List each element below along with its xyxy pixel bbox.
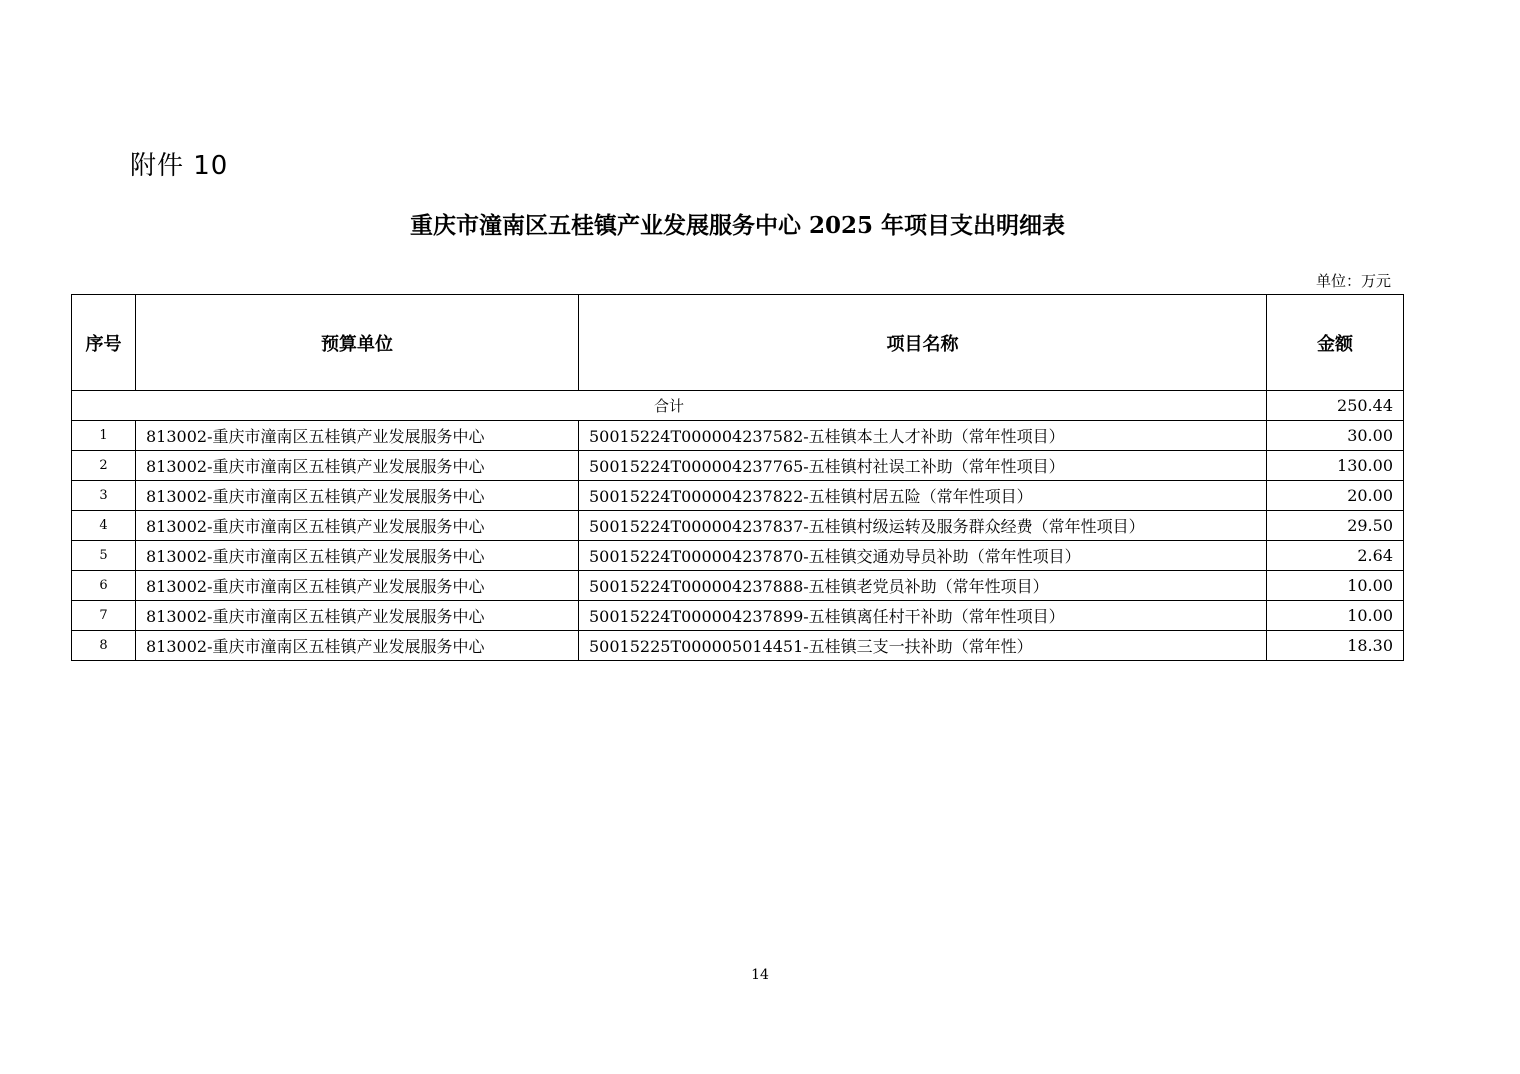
row-budget-unit: 813002-重庆市潼南区五桂镇产业发展服务中心: [136, 571, 579, 601]
unit-label: 单位：万元: [1315, 272, 1391, 290]
total-label: 合计: [72, 391, 1267, 421]
table-row: [72, 481, 1404, 511]
row-budget-unit: 813002-重庆市潼南区五桂镇产业发展服务中心: [136, 631, 579, 661]
row-index: 4: [72, 511, 136, 541]
row-project-name: 50015224T000004237822-五桂镇村居五险（常年性项目）: [579, 481, 1267, 511]
row-index: 5: [72, 541, 136, 571]
page-title: 重庆市潼南区五桂镇产业发展服务中心 2025 年项目支出明细表: [409, 212, 1066, 239]
header-budget-unit: 预算单位: [136, 295, 579, 391]
row-project-name: 50015224T000004237765-五桂镇村社误工补助（常年性项目）: [579, 451, 1267, 481]
row-index: 2: [72, 451, 136, 481]
table-row: [72, 631, 1404, 661]
table-row: [72, 541, 1404, 571]
total-amount: 250.44: [1267, 391, 1404, 421]
row-budget-unit: 813002-重庆市潼南区五桂镇产业发展服务中心: [136, 481, 579, 511]
attachment-label: 附件 10: [130, 151, 229, 181]
row-index: 8: [72, 631, 136, 661]
row-project-name: 50015224T000004237899-五桂镇离任村干补助（常年性项目）: [579, 601, 1267, 631]
row-budget-unit: 813002-重庆市潼南区五桂镇产业发展服务中心: [136, 511, 579, 541]
row-amount: 20.00: [1267, 481, 1404, 511]
row-budget-unit: 813002-重庆市潼南区五桂镇产业发展服务中心: [136, 451, 579, 481]
row-project-name: 50015224T000004237870-五桂镇交通劝导员补助（常年性项目）: [579, 541, 1267, 571]
row-amount: 18.30: [1267, 631, 1404, 661]
row-project-name: 50015225T000005014451-五桂镇三支一扶补助（常年性）: [579, 631, 1267, 661]
row-budget-unit: 813002-重庆市潼南区五桂镇产业发展服务中心: [136, 601, 579, 631]
row-project-name: 50015224T000004237888-五桂镇老党员补助（常年性项目）: [579, 571, 1267, 601]
header-amount: 金额: [1267, 295, 1404, 391]
header-project-name: 项目名称: [579, 295, 1267, 391]
row-amount: 30.00: [1267, 421, 1404, 451]
table-row: [72, 451, 1404, 481]
table-row: [72, 511, 1404, 541]
table-row: [72, 601, 1404, 631]
row-index: 7: [72, 601, 136, 631]
row-amount: 2.64: [1267, 541, 1404, 571]
table-row: [72, 421, 1404, 451]
row-index: 3: [72, 481, 136, 511]
header-row: [72, 295, 1404, 391]
table-row: [72, 571, 1404, 601]
row-amount: 130.00: [1267, 451, 1404, 481]
row-amount: 29.50: [1267, 511, 1404, 541]
row-project-name: 50015224T000004237582-五桂镇本土人才补助（常年性项目）: [579, 421, 1267, 451]
page-number: 14: [751, 967, 769, 983]
row-index: 6: [72, 571, 136, 601]
total-row: [72, 391, 1404, 421]
row-budget-unit: 813002-重庆市潼南区五桂镇产业发展服务中心: [136, 541, 579, 571]
expenditure-table: [71, 294, 1404, 661]
row-index: 1: [72, 421, 136, 451]
row-project-name: 50015224T000004237837-五桂镇村级运转及服务群众经费（常年性项目）: [579, 511, 1267, 541]
row-amount: 10.00: [1267, 601, 1404, 631]
row-budget-unit: 813002-重庆市潼南区五桂镇产业发展服务中心: [136, 421, 579, 451]
header-index: 序号: [72, 295, 136, 391]
row-amount: 10.00: [1267, 571, 1404, 601]
